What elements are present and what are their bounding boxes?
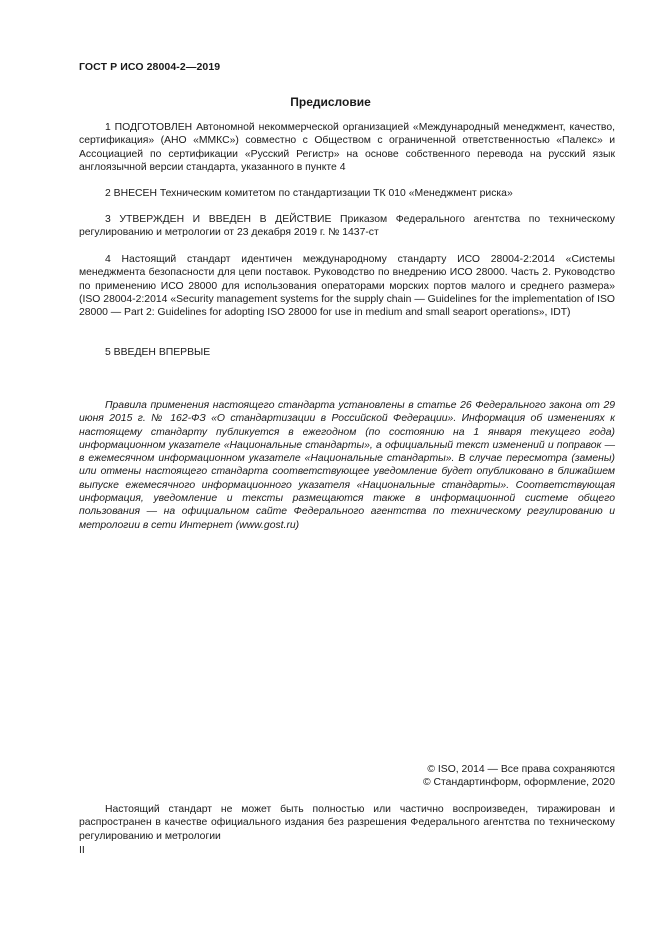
copyright-standartinform: © Стандартинформ, оформление, 2020 (422, 777, 615, 789)
item-3-text: 3 УТВЕРЖДЕН И ВВЕДЕН В ДЕЙСТВИЕ Приказом Федерального агентства по техническому регулированию и метрологии от 23 декабря 2019 г. № 1437-ст (79, 214, 615, 239)
item-1 (79, 121, 615, 174)
item-1-text: 1 ПОДГОТОВЛЕН Автономной некоммерческой организацией «Международный менеджмент, качество, сертификация» (АНО «ММКС») совместно с Обществом с ограниченной ответственностью «Палекс» и Ассоциацией по сертификации «Русский Регистр» на основе собственного перевода на русский язык англоязычной версии стандарта, указанного в пункте 4 (79, 122, 615, 173)
copyright-iso: © ISO, 2014 — Все права сохраняются (427, 764, 615, 775)
item-5-text: 5 ВВЕДЕН ВПЕРВЫЕ (105, 347, 211, 358)
item-5 (79, 346, 615, 359)
item-2-text: 2 ВНЕСЕН Техническим комитетом по стандартизации ТК 010 «Менеджмент риска» (105, 188, 513, 199)
page-title: Предисловие (290, 95, 371, 109)
document-header: ГОСТ Р ИСО 28004-2—2019 (79, 61, 221, 73)
rules-notice-text: Правила применения настоящего стандарта установлены в статье 26 Федерального закона от 29 июня 2015 г. № 162-ФЗ «О стандартизации в Российской Федерации». Информация об изменениях к настоящему стандарту публикуется в ежегодном (по состоянию на 1 января текущего года) информационном указателе «Национальные стандарты», а официальный текст изменений и поправок — в ежемесячном информационном указателе «Национальные стандарты». В случае пересмотра (замены) или отмены настоящего стандарта соответствующее уведомление будет опубликовано в ближайшем выпуске ежемесячного информационного указателя «Национальные стандарты». Соответствующая информация, уведомление и тексты размещаются также в информационной системе общего пользования — на официальном сайте Федерального агентства по техническому регулированию и метрологии в сети Интернет (www.gost.ru) (79, 400, 615, 531)
reproduction-notice (79, 803, 615, 843)
item-4-text: 4 Настоящий стандарт идентичен международному стандарту ИСО 28004-2:2014 «Системы менеджмента безопасности для цепи поставок. Руководство по внедрению ИСО 28000. Часть 2. Руководство по применению ИСО 28000 для использования операторами морских портов малого и среднего размера» (ISO 28004-2:2014 «Security management systems for the supply chain — Guidelines for the implementation of ISO 28000 — Part 2: Guidelines for adopting ISO 28000 for use in medium and small seaport operations», IDT) (79, 254, 615, 319)
item-3 (79, 213, 615, 240)
item-2 (79, 187, 615, 200)
item-4 (79, 253, 615, 319)
reproduction-notice-text: Настоящий стандарт не может быть полностью или частично воспроизведен, тиражирован и распространен в качестве официального издания без разрешения Федерального агентства по техническому регулированию и метрологии (79, 804, 615, 842)
copyright-block (79, 763, 615, 790)
rules-notice (79, 399, 615, 532)
page-number: II (79, 845, 85, 856)
